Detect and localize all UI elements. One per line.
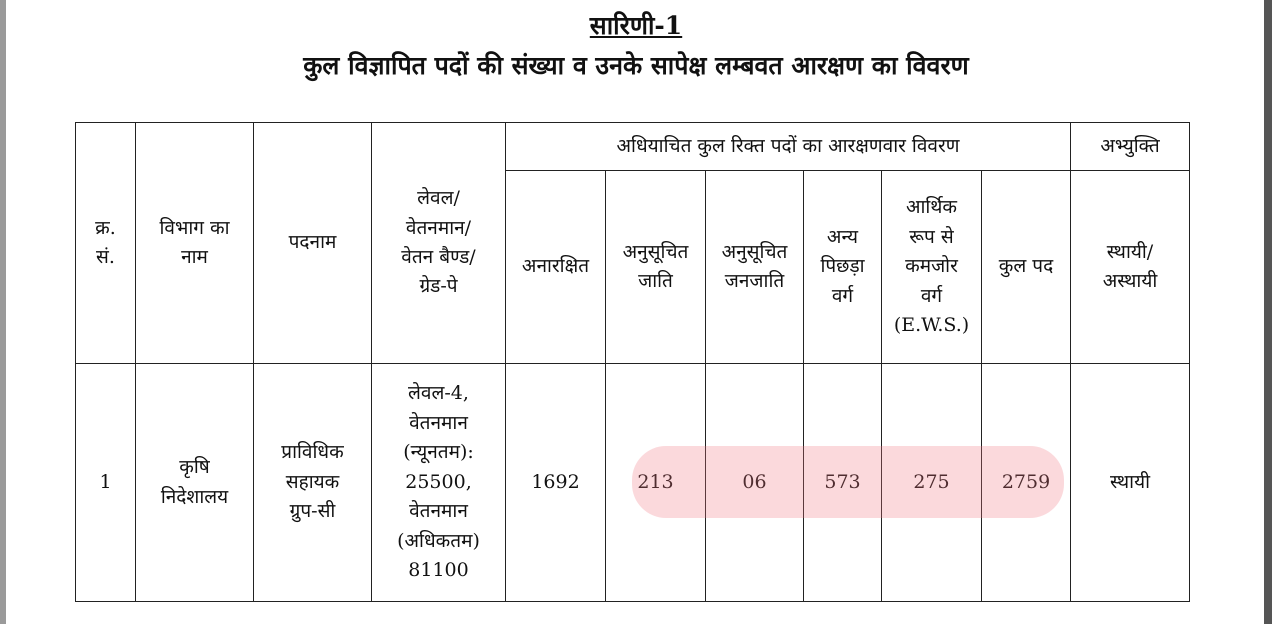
header-sc: अनुसूचित जाति xyxy=(606,171,706,364)
cell-unreserved: 1692 xyxy=(506,364,606,602)
cell-total: 2759 xyxy=(982,364,1071,602)
page-edge-left xyxy=(0,0,6,624)
cell-department: कृषि निदेशालय xyxy=(136,364,254,602)
cell-post: प्राविधिक सहायक ग्रुप-सी xyxy=(254,364,372,602)
header-serial: क्र. सं. xyxy=(76,123,136,364)
table-row xyxy=(76,364,1190,602)
header-unreserved: अनारक्षित xyxy=(506,171,606,364)
cell-level: लेवल-4, वेतनमान (न्यूनतम): 25500, वेतनमान (अधिकतम) 81100 xyxy=(372,364,506,602)
header-remarks-group: अभ्युक्ति xyxy=(1071,123,1190,171)
header-reservation-group: अधियाचित कुल रिक्त पदों का आरक्षणवार विवरण xyxy=(506,123,1071,171)
cell-ews: 275 xyxy=(882,364,982,602)
header-st: अनुसूचित जनजाति xyxy=(706,171,804,364)
header-post: पदनाम xyxy=(254,123,372,364)
header-total: कुल पद xyxy=(982,171,1071,364)
cell-serial: 1 xyxy=(76,364,136,602)
cell-sc: 213 xyxy=(606,364,706,602)
header-obc: अन्य पिछड़ा वर्ग xyxy=(804,171,882,364)
header-ews: आर्थिक रूप से कमजोर वर्ग (E.W.S.) xyxy=(882,171,982,364)
header-status: स्थायी/ अस्थायी xyxy=(1071,171,1190,364)
table-subtitle: कुल विज्ञापित पदों की संख्या व उनके सापेक्ष लम्बवत आरक्षण का विवरण xyxy=(303,51,969,80)
cell-st: 06 xyxy=(706,364,804,602)
page-edge-right xyxy=(1264,0,1272,624)
reservation-table xyxy=(75,122,1190,602)
table-title: सारिणी-1 xyxy=(589,11,683,40)
cell-status: स्थायी xyxy=(1071,364,1190,602)
header-level: लेवल/ वेतनमान/ वेतन बैण्ड/ ग्रेड-पे xyxy=(372,123,506,364)
cell-obc: 573 xyxy=(804,364,882,602)
header-row-group xyxy=(76,123,1190,171)
header-department: विभाग का नाम xyxy=(136,123,254,364)
